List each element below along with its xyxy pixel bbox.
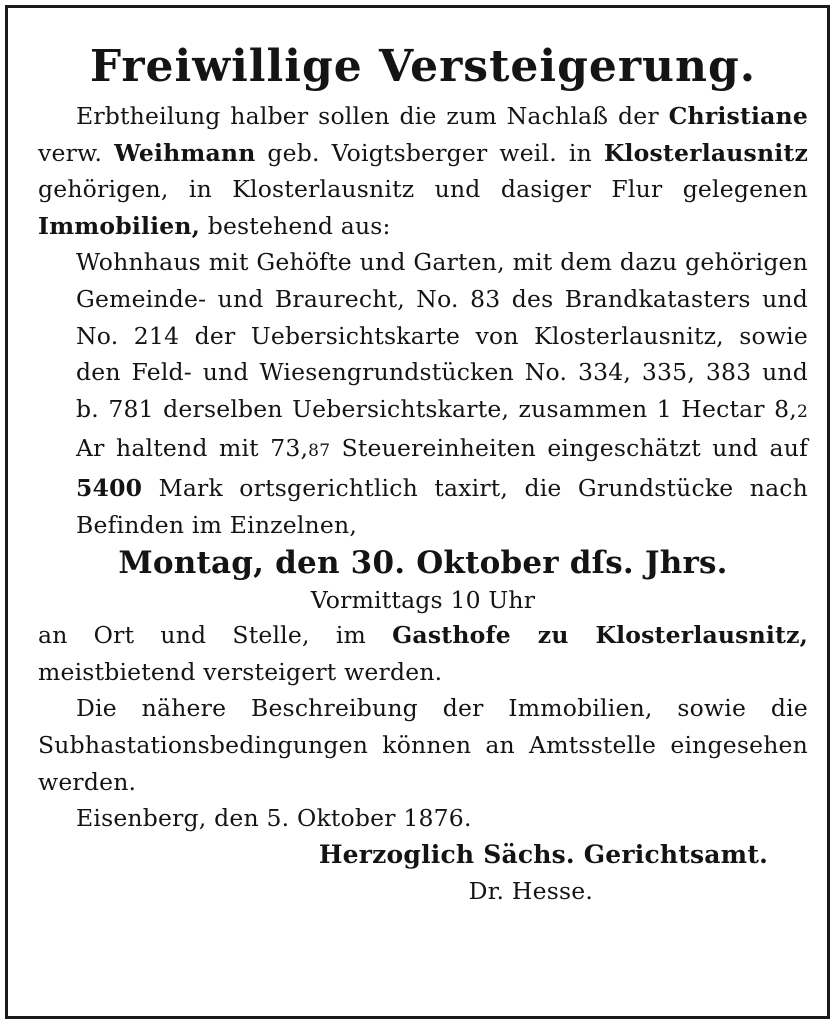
- place-date: Eisenberg, den 5. Oktober 1876.: [76, 804, 472, 833]
- intro-text-5: bestehend aus:: [200, 211, 391, 240]
- area-decimal: 2: [796, 401, 808, 422]
- intro-text-2: verw.: [38, 138, 115, 167]
- description-text-2: Ar haltend mit 73,: [76, 434, 309, 463]
- given-name: Christiane: [668, 102, 808, 130]
- intro-paragraph: [38, 98, 808, 244]
- description-text-4: Mark ortsgerichtlich taxirt, die Grundstücke nach Befinden im Einzelnen,: [76, 473, 808, 539]
- intro-text-4: gehörigen, in Klosterlausnitz und dasiger Flur gelegenen: [38, 175, 808, 204]
- location-text-1: an Ort und Stelle, im: [38, 621, 393, 650]
- immobilien-word: Immobilien,: [38, 211, 201, 240]
- signer-name: Dr. Hesse.: [468, 877, 593, 906]
- description-text-1: Wohnhaus mit Gehöfte und Garten, mit dem dazu gehörigen Gemeinde- und Braurecht, No. 83 des Brandkatasters und No. 214 der Uebersichtskarte von Klosterlausnitz, sowie den Feld- und Wiesengrundstücken No. 334, 335, 383 und b. 781 derselben Uebersichtskarte, zusammen 1 Hectar 8,: [76, 248, 808, 423]
- notice-content: [38, 36, 808, 910]
- notice-border: [5, 5, 830, 1019]
- description-text-3: Steuereinheiten eingeschätzt und auf: [330, 434, 808, 463]
- intro-text-3: geb. Voigtsberger weil. in: [255, 138, 604, 167]
- notice-title: Freiwillige Versteigerung.: [89, 41, 757, 92]
- note-paragraph: Die nähere Beschreibung der Immobilien, sowie die Subhastationsbedingungen können an Amtsstelle eingesehen werden.: [38, 694, 808, 796]
- auction-date: Montag, den 30. Oktober dſs. Jhrs.: [118, 545, 728, 582]
- location-paragraph: [38, 617, 808, 690]
- notice-body: [38, 98, 808, 910]
- location-text-2: meistbietend versteigert werden.: [38, 657, 443, 686]
- issuing-authority: Herzoglich Sächs. Gerichtsamt.: [318, 839, 768, 869]
- auction-time: Vormittags 10 Uhr: [310, 586, 536, 615]
- property-description: [38, 244, 808, 543]
- place-name: Klosterlausnitz: [603, 138, 808, 167]
- tax-units-decimal: 87: [308, 441, 331, 462]
- surname: Weihmann: [114, 138, 256, 167]
- venue-name: Gasthofe zu Klosterlausnitz,: [392, 621, 808, 650]
- price-value: 5400: [76, 473, 143, 502]
- intro-text-1: Erbtheilung halber sollen die zum Nachlaß der: [76, 102, 669, 130]
